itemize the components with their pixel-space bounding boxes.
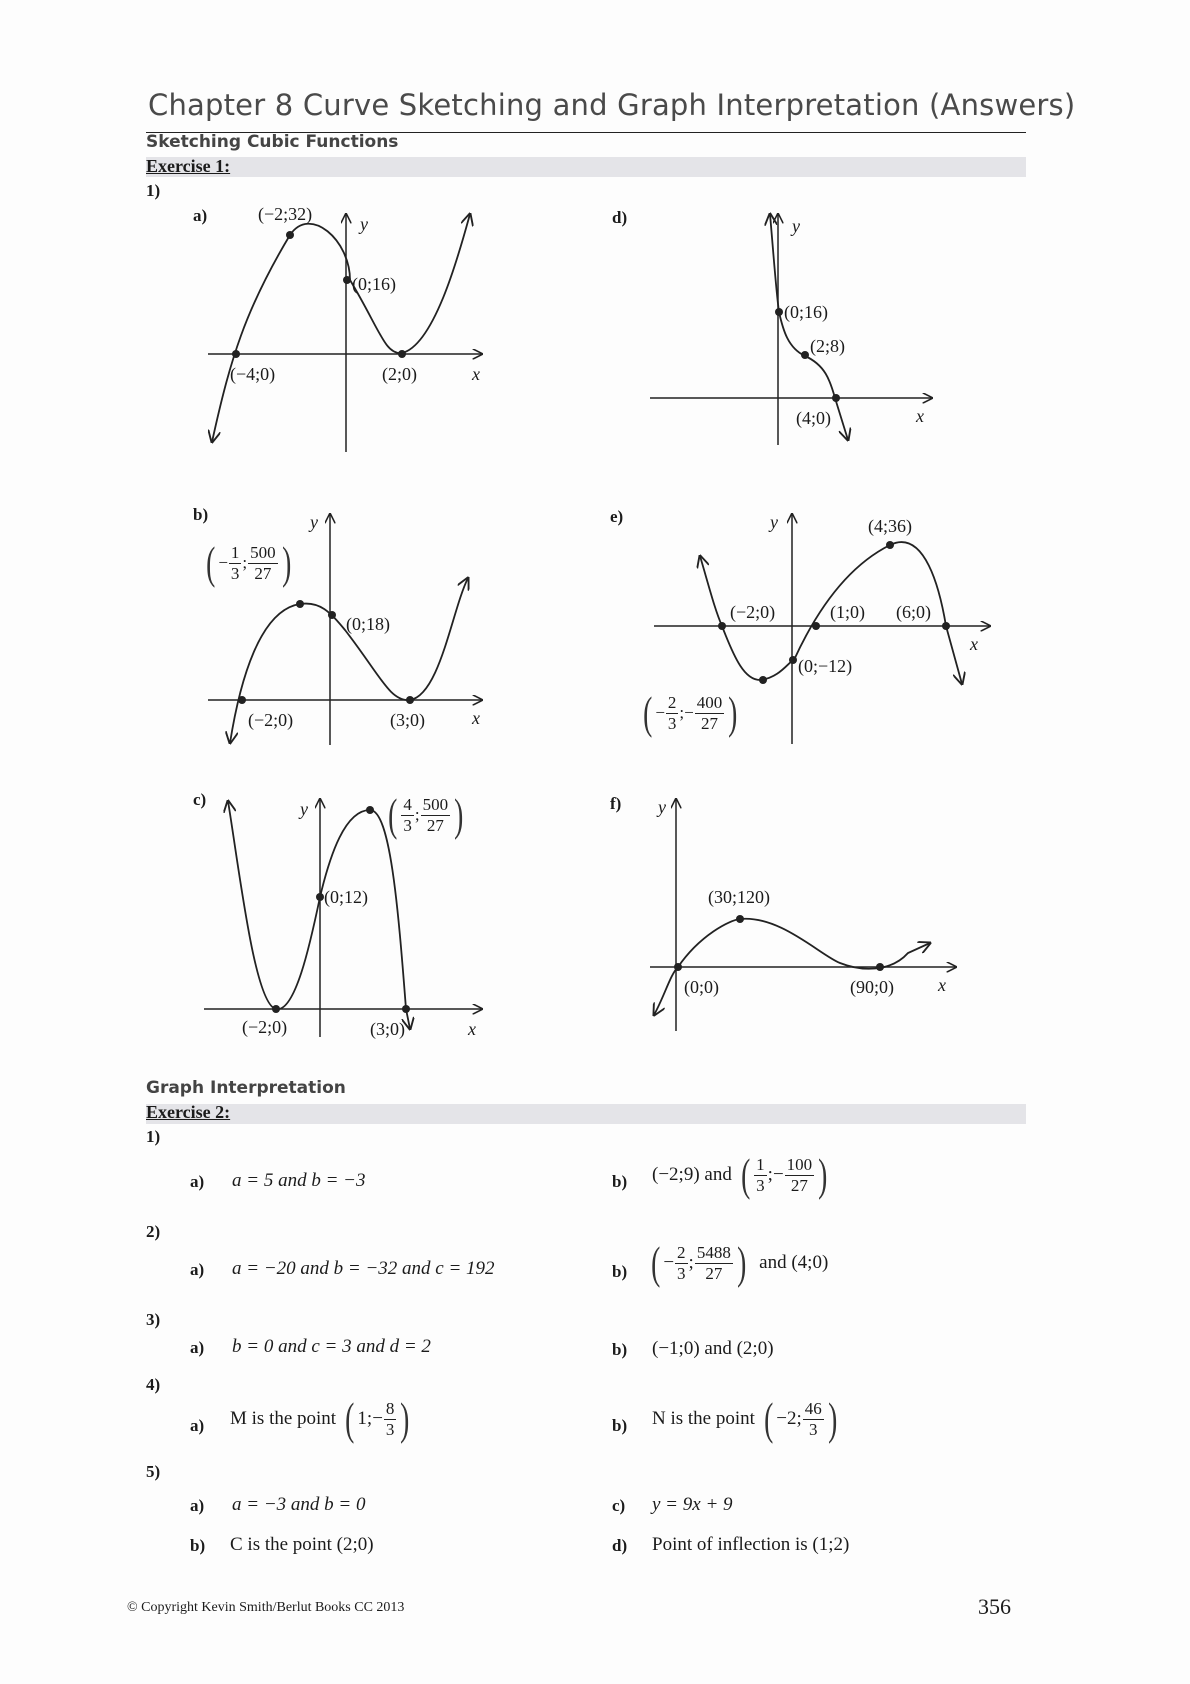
answer-q1-number: 1) xyxy=(146,1127,161,1146)
graph-f-point-root xyxy=(876,963,884,971)
denominator: 27 xyxy=(700,713,718,733)
denominator: 3 xyxy=(385,1419,395,1439)
minus-sign: − xyxy=(663,1252,675,1273)
paren-left: ( xyxy=(643,687,653,738)
answer-q2-number: 2) xyxy=(146,1222,161,1241)
graph-a-label-root1: (−4;0) xyxy=(230,364,276,384)
minus-sign: − xyxy=(218,553,228,572)
graph-a-point-max xyxy=(286,231,294,239)
graph-e-label-root1: (−2;0) xyxy=(730,602,776,622)
graph-e-label-max: (4;36) xyxy=(868,516,912,536)
answer-q3-number: 3) xyxy=(146,1310,161,1329)
answer-q3a-label: a) xyxy=(190,1338,205,1357)
numerator: 2 xyxy=(667,692,677,712)
answer-q4b-lead: −2; xyxy=(776,1408,802,1429)
graph-a-label-root2: (2;0) xyxy=(382,364,417,384)
graph-b-x-label: x xyxy=(472,708,480,728)
graph-a-label-yint: (0;16) xyxy=(352,274,396,294)
fraction xyxy=(675,1243,688,1283)
numerator: 46 xyxy=(804,1398,822,1418)
paren-right: ) xyxy=(728,687,738,738)
paren-right: ) xyxy=(400,1393,410,1444)
denominator: 3 xyxy=(230,563,240,583)
graph-c-point-root2 xyxy=(402,1005,410,1013)
numerator: 5488 xyxy=(696,1242,731,1262)
answer-q5b-text: C is the point (2;0) xyxy=(230,1534,374,1555)
paren-right: ) xyxy=(736,1237,747,1288)
denominator: 27 xyxy=(705,1263,723,1283)
denominator: 27 xyxy=(254,563,272,583)
graph-f-y-label: y xyxy=(658,797,666,817)
answer-q4b-text xyxy=(652,1393,840,1444)
graph-c-point-max xyxy=(366,806,374,814)
answer-q2b-post: and (4;0) xyxy=(759,1252,829,1273)
fraction xyxy=(803,1399,824,1439)
graph-c-label-root1: (−2;0) xyxy=(242,1017,288,1037)
graph-c-label-yint: (0;12) xyxy=(324,887,368,907)
answer-q2a-text: a = −20 and b = −32 and c = 192 xyxy=(232,1258,495,1279)
fraction xyxy=(666,693,679,733)
exercise-2-label: Exercise 2: xyxy=(146,1102,231,1122)
fraction xyxy=(754,1155,767,1195)
graph-b-point-max xyxy=(296,600,304,608)
graph-d-label-root: (4;0) xyxy=(796,408,831,428)
denominator: 3 xyxy=(677,1263,686,1283)
answer-q4a-label: a) xyxy=(190,1416,205,1435)
denominator: 27 xyxy=(790,1175,808,1195)
paren-left: ( xyxy=(651,1237,661,1288)
paren-right: ) xyxy=(454,789,464,840)
fraction xyxy=(248,543,278,583)
section-heading-interpretation: Graph Interpretation xyxy=(146,1078,346,1098)
question-1-number: 1) xyxy=(146,181,161,200)
graph-e-point-yint xyxy=(789,656,797,664)
graph-b-label-root1: (−2;0) xyxy=(248,710,294,730)
separator: ;− xyxy=(679,703,694,722)
fraction xyxy=(785,1155,815,1195)
graph-a xyxy=(190,200,510,460)
answer-q4a-text xyxy=(230,1393,413,1444)
numerator: 2 xyxy=(677,1242,686,1262)
answer-q2b-text xyxy=(648,1237,829,1288)
graph-b-label-root2: (3;0) xyxy=(390,710,425,730)
graph-c-point-yint xyxy=(316,893,324,901)
graph-e-label: e) xyxy=(610,507,624,526)
fraction xyxy=(695,693,725,733)
numerator: 400 xyxy=(696,692,723,712)
fraction xyxy=(229,543,242,583)
graph-b-label-yint: (0;18) xyxy=(346,614,390,634)
answer-q5a-label: a) xyxy=(190,1496,205,1515)
separator: ;− xyxy=(767,1164,784,1185)
graph-c-y-label: y xyxy=(300,799,308,819)
graph-d-point-root xyxy=(832,394,840,402)
minus-sign: − xyxy=(655,703,665,722)
graph-b-max-label xyxy=(203,537,294,588)
graph-d-label-yint: (0;16) xyxy=(784,302,828,322)
answer-q3b-text: (−1;0) and (2;0) xyxy=(652,1338,774,1359)
graph-f-label-root: (90;0) xyxy=(850,977,894,997)
graph-c-label-root2: (3;0) xyxy=(370,1019,405,1039)
fraction xyxy=(401,795,414,835)
answer-q2b-label: b) xyxy=(612,1262,628,1281)
graph-d-y-label: y xyxy=(792,216,800,236)
graph-f xyxy=(640,785,980,1045)
graph-e-point-min xyxy=(759,676,767,684)
answer-q1b-text xyxy=(652,1149,831,1200)
paren-right: ) xyxy=(827,1393,838,1444)
page-title: Chapter 8 Curve Sketching and Graph Interpretation (Answers) xyxy=(148,88,1076,122)
graph-a-y-label: y xyxy=(360,214,368,234)
answer-q4a-pre: M is the point xyxy=(230,1408,337,1429)
graph-f-x-label: x xyxy=(938,975,946,995)
answer-q2a-label: a) xyxy=(190,1260,205,1279)
graph-b-label: b) xyxy=(193,505,209,524)
graph-e-label-root2: (1;0) xyxy=(830,602,865,622)
paren-left: ( xyxy=(763,1393,774,1444)
numerator: 8 xyxy=(385,1398,395,1418)
graph-a-point-root2 xyxy=(398,350,406,358)
answer-q4b-label: b) xyxy=(612,1416,628,1435)
paren-left: ( xyxy=(206,537,216,588)
answer-q5c-label: c) xyxy=(612,1496,626,1515)
paren-right: ) xyxy=(818,1149,828,1200)
graph-e-min-label xyxy=(640,687,741,738)
paren-left: ( xyxy=(345,1393,355,1444)
graph-b-point-yint xyxy=(328,611,336,619)
exercise-2-bar xyxy=(146,1104,1026,1124)
answer-q1a-text: a = 5 and b = −3 xyxy=(232,1170,366,1191)
answer-q5b-label: b) xyxy=(190,1536,206,1555)
paren-left: ( xyxy=(740,1149,751,1200)
exercise-1-label: Exercise 1: xyxy=(146,156,231,176)
graph-b xyxy=(190,500,510,755)
answer-q1a-label: a) xyxy=(190,1172,205,1191)
answer-q4b-pre: N is the point xyxy=(652,1408,755,1429)
graph-d-point-yint xyxy=(775,308,783,316)
fraction xyxy=(421,795,451,835)
graph-e-x-label: x xyxy=(970,634,978,654)
numerator: 1 xyxy=(230,542,240,562)
graph-a-point-root1 xyxy=(232,350,240,358)
graph-e-y-label: y xyxy=(770,512,778,532)
answer-q3b-label: b) xyxy=(612,1340,628,1359)
graph-d-curve xyxy=(770,214,848,440)
numerator: 1 xyxy=(756,1154,765,1174)
answer-q5a-text: a = −3 and b = 0 xyxy=(232,1494,366,1515)
graph-a-point-yint xyxy=(343,276,351,284)
exercise-1-bar xyxy=(146,157,1026,177)
graph-f-label-max: (30;120) xyxy=(708,887,770,907)
separator: ; xyxy=(242,553,248,572)
numerator: 500 xyxy=(422,794,449,814)
separator: ; xyxy=(414,805,420,824)
section-heading-cubic: Sketching Cubic Functions xyxy=(146,132,399,152)
graph-d xyxy=(640,200,940,460)
denominator: 3 xyxy=(403,815,412,835)
graph-e-point-root1 xyxy=(718,622,726,630)
graph-e-point-max xyxy=(886,541,894,549)
separator: ; xyxy=(688,1252,694,1273)
graph-b-point-root2 xyxy=(406,696,414,704)
paren-left: ( xyxy=(388,789,398,840)
graph-e-point-root3 xyxy=(942,622,950,630)
answer-q1b-label: b) xyxy=(612,1172,628,1191)
footer-copyright: © Copyright Kevin Smith/Berlut Books CC 2013 xyxy=(127,1600,405,1615)
answer-q4a-lead: 1;− xyxy=(357,1408,383,1429)
graph-b-point-root1 xyxy=(238,696,246,704)
graph-f-point-origin xyxy=(674,963,682,971)
graph-e-label-yint: (0;−12) xyxy=(798,656,853,676)
answer-q4-number: 4) xyxy=(146,1375,161,1394)
denominator: 3 xyxy=(667,713,677,733)
answer-q5d-label: d) xyxy=(612,1536,628,1555)
graph-b-y-label: y xyxy=(310,512,318,532)
graph-f-label-origin: (0;0) xyxy=(684,977,719,997)
graph-d-label-inflection: (2;8) xyxy=(810,336,845,356)
graph-c-label: c) xyxy=(193,790,207,809)
fraction xyxy=(695,1243,733,1283)
graph-d-point-inflection xyxy=(801,351,809,359)
denominator: 3 xyxy=(809,1419,818,1439)
answer-q3a-text: b = 0 and c = 3 and d = 2 xyxy=(232,1336,431,1357)
answer-q5c-text: y = 9x + 9 xyxy=(652,1494,733,1515)
graph-c-x-label: x xyxy=(468,1019,476,1039)
graph-a-curve xyxy=(212,214,470,442)
numerator: 4 xyxy=(403,794,412,814)
graph-c-point-root1 xyxy=(272,1005,280,1013)
denominator: 27 xyxy=(426,815,444,835)
denominator: 3 xyxy=(756,1175,765,1195)
graph-d-x-label: x xyxy=(916,406,924,426)
graph-f-label: f) xyxy=(610,794,622,813)
numerator: 500 xyxy=(250,542,276,562)
graph-a-label-max: (−2;32) xyxy=(258,204,313,224)
paren-right: ) xyxy=(281,537,291,588)
answer-q5d-text: Point of inflection is (1;2) xyxy=(652,1534,850,1555)
graph-e-point-root2 xyxy=(812,622,820,630)
graph-a-label: a) xyxy=(193,206,208,225)
graph-d-label: d) xyxy=(612,208,628,227)
graph-c-max-label xyxy=(385,789,466,840)
graph-a-x-label: x xyxy=(472,364,480,384)
numerator: 100 xyxy=(786,1154,813,1174)
fraction xyxy=(384,1399,397,1439)
graph-c-curve xyxy=(228,801,410,1029)
answer-q5-number: 5) xyxy=(146,1462,161,1481)
answer-q1b-pre: (−2;9) and xyxy=(652,1164,732,1185)
page-number: 356 xyxy=(978,1594,1011,1619)
graph-e-label-root3: (6;0) xyxy=(896,602,931,622)
graph-f-point-max xyxy=(736,915,744,923)
